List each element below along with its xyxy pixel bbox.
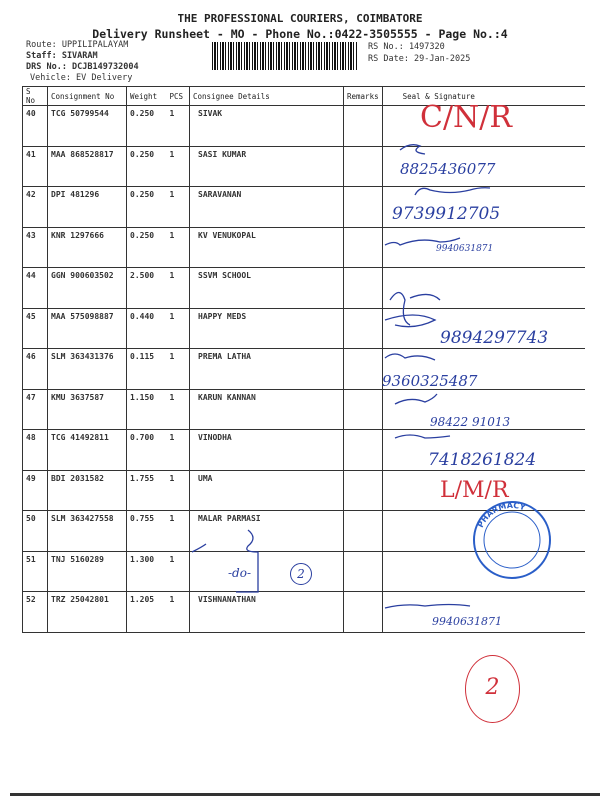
col-consignee: Consignee Details [190,87,344,106]
consignee-name: SASI KUMAR [190,146,344,187]
consignment-number: GGN 900603502 [48,268,127,309]
row-sno: 40 [23,106,48,147]
pieces: 1 [167,268,190,309]
weight: 0.755 [127,511,167,552]
consignee-name: KV VENUKOPAL [190,227,344,268]
consignment-number: TRZ 25042801 [48,592,127,633]
consignment-number: KNR 1297666 [48,227,127,268]
company-title: THE PROFESSIONAL COURIERS, COIMBATORE [177,12,423,25]
weight: 1.300 [127,551,167,592]
pieces: 1 [167,551,190,592]
weight: 0.115 [127,349,167,390]
pieces: 1 [167,389,190,430]
weight: 0.700 [127,430,167,471]
consignee-name: SIVAK [190,106,344,147]
consignee-name: KARUN KANNAN [190,389,344,430]
handwritten-count: 2 [290,563,312,585]
consignee-name: HAPPY MEDS [190,308,344,349]
signature-42 [415,188,490,195]
col-seal: Seal & Signature [382,87,585,106]
handwritten-cnr: C/N/R [420,100,513,135]
weight: 1.755 [127,470,167,511]
row-sno: 51 [23,551,48,592]
row-sno: 41 [23,146,48,187]
signature-47 [395,394,437,404]
consignment-number: SLM 363427558 [48,511,127,552]
handwritten-phone-45: 9894297743 [440,328,549,348]
consignee-name: MALAR PARMASI [190,511,344,552]
weight: 0.440 [127,308,167,349]
weight: 0.250 [127,187,167,228]
row-sno: 45 [23,308,48,349]
handwritten-phone-52: 9940631871 [432,615,502,628]
handwritten-phone-43: 9940631871 [436,244,494,254]
signature-45 [385,293,440,327]
svg-text:PHARMACY [476,501,527,529]
handwritten-circled-number: 2 [465,655,520,723]
pharmacy-stamp [474,501,550,578]
consignee-name: SSVM SCHOOL [190,268,344,309]
row-sno: 46 [23,349,48,390]
handwritten-phone-46: 9360325487 [382,372,478,390]
consignment-number: DPI 481296 [48,187,127,228]
consignee-name: PREMA LATHA [190,349,344,390]
handwritten-phone-47: 98422 91013 [430,415,511,429]
bracket-mark [192,530,258,592]
weight: 1.150 [127,389,167,430]
drs-number: DRS No.: DCJB149732004 [26,62,139,72]
row-sno: 44 [23,268,48,309]
pieces: 1 [167,227,190,268]
consignment-number: TCG 50799544 [48,106,127,147]
col-remarks: Remarks [344,87,383,106]
runsheet-subtitle: Delivery Runsheet - MO - Phone No.:0422-3505555 - Page No.:4 [92,27,508,41]
signature-46 [385,354,435,360]
weight: 0.250 [127,106,167,147]
pieces: 1 [167,592,190,633]
row-sno: 50 [23,511,48,552]
weight: 1.205 [127,592,167,633]
pieces: 1 [167,470,190,511]
row-sno: 52 [23,592,48,633]
page-bottom-border [10,793,600,796]
consignee-name: UMA [190,470,344,511]
handwritten-phone-41: 8825436077 [400,160,496,178]
pieces: 1 [167,106,190,147]
staff: Staff: SIVARAM [26,51,98,61]
row-sno: 47 [23,389,48,430]
consignee-name: VINODHA [190,430,344,471]
consignee-name: VISHNANATHAN [190,592,344,633]
weight: 0.250 [127,227,167,268]
handwritten-ditto: -do- [228,566,252,580]
signature-43 [385,238,460,245]
col-pcs: PCS [167,87,190,106]
handwritten-phone-48: 7418261824 [428,450,537,470]
route: Route: UPPILIPALAYAM [26,40,129,50]
consignee-name: SARAVANAN [190,187,344,228]
col-sno: S No [23,87,48,106]
row-sno: 49 [23,470,48,511]
handwritten-lmr: L/M/R [440,478,509,503]
signature-48 [395,435,450,438]
pieces: 1 [167,146,190,187]
signature-41 [400,145,425,154]
consignment-number: KMU 3637587 [48,389,127,430]
rs-number: RS No.: 1497320 [368,42,445,52]
col-weight: Weight [127,87,167,106]
pieces: 1 [167,187,190,228]
stamp-text: PHARMACY [475,500,527,530]
col-consignment: Consignment No [48,87,127,106]
pieces: 1 [167,349,190,390]
pieces: 1 [167,511,190,552]
consignment-number: MAA 868528817 [48,146,127,187]
rs-date: RS Date: 29-Jan-2025 [368,54,471,64]
consignment-number: MAA 575098887 [48,308,127,349]
row-sno: 48 [23,430,48,471]
handwritten-phone-42: 9739912705 [392,204,501,224]
weight: 0.250 [127,146,167,187]
consignment-number: BDI 2031582 [48,470,127,511]
row-sno: 42 [23,187,48,228]
vehicle: Vehicle: EV Delivery [30,73,133,83]
weight: 2.500 [127,268,167,309]
consignment-number: SLM 363431376 [48,349,127,390]
signature-52 [385,605,470,609]
row-sno: 43 [23,227,48,268]
pieces: 1 [167,430,190,471]
consignment-number: TCG 41492811 [48,430,127,471]
consignment-number: TNJ 5160289 [48,551,127,592]
pieces: 1 [167,308,190,349]
